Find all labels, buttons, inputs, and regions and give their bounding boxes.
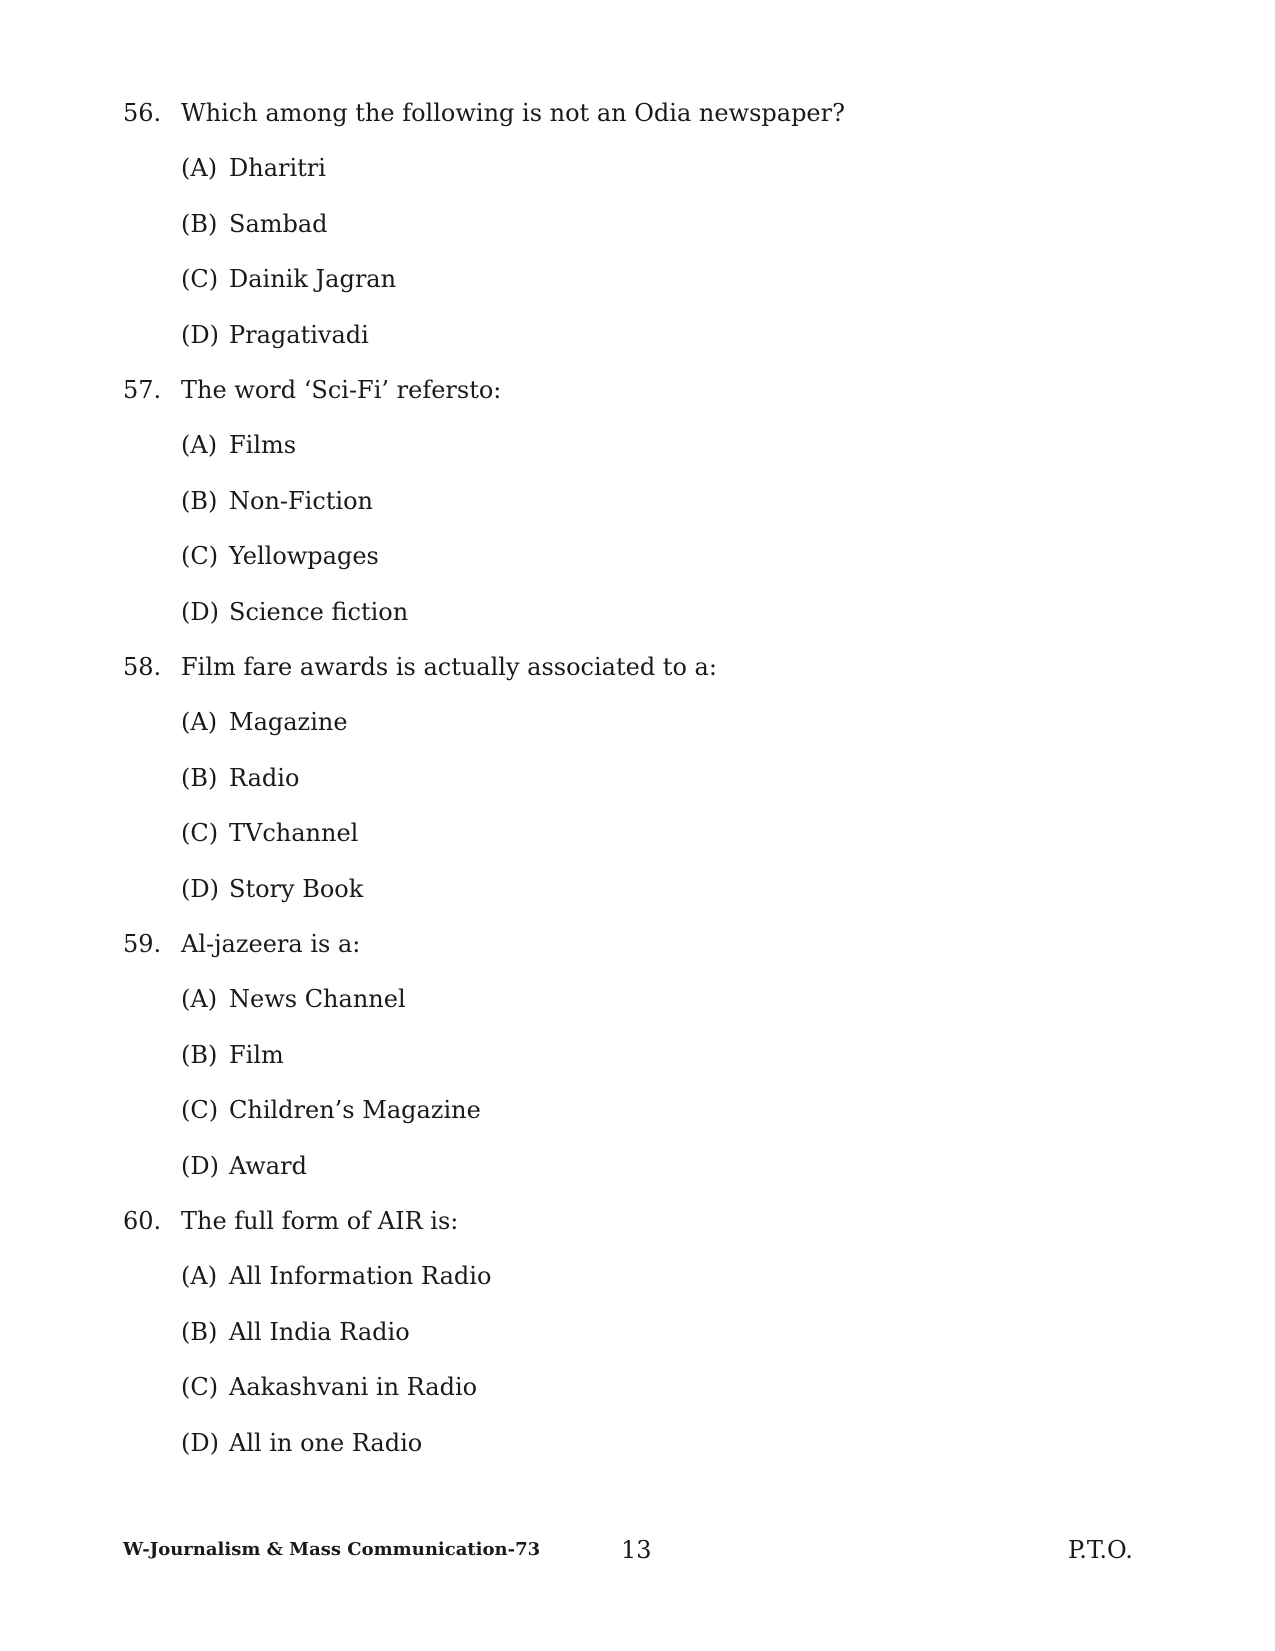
paper-code: W-Journalism & Mass Communication-73 [123, 1539, 541, 1560]
option-label: (A) [181, 431, 218, 459]
option-text: Dharitri [229, 154, 326, 182]
option-label: (A) [181, 708, 218, 736]
option-label: (C) [181, 265, 219, 293]
option-c [0, 1360, 1275, 1416]
option-label: (B) [181, 209, 218, 238]
option-b [0, 1305, 1275, 1361]
option-text: TVchannel [229, 819, 359, 847]
option-b [0, 474, 1275, 530]
question-text: The word ‘Sci-Fi’ refersto: [181, 376, 502, 404]
option-label: (C) [181, 1096, 219, 1124]
option-text: Films [229, 431, 297, 459]
question-57 [0, 363, 1275, 640]
option-text: Magazine [229, 708, 348, 736]
option-label: (C) [181, 819, 219, 847]
option-label: (B) [181, 763, 218, 792]
option-c [0, 806, 1275, 862]
question-text: Film fare awards is actually associated to a: [181, 653, 717, 681]
option-a [0, 972, 1275, 1028]
option-text: News Channel [229, 985, 406, 1013]
option-text: Aakashvani in Radio [229, 1373, 478, 1401]
option-c [0, 529, 1275, 585]
option-b [0, 751, 1275, 807]
option-text: Story Book [229, 874, 364, 903]
option-b [0, 1028, 1275, 1084]
option-label: (D) [181, 1428, 219, 1457]
option-label: (D) [181, 1151, 219, 1180]
option-a [0, 418, 1275, 474]
option-text: Science fiction [229, 597, 409, 626]
option-d [0, 308, 1275, 364]
option-a [0, 141, 1275, 197]
option-text: Pragativadi [229, 320, 369, 349]
option-label: (D) [181, 874, 219, 903]
option-label: (D) [181, 320, 219, 349]
option-text: Non-Fiction [229, 486, 374, 515]
option-a [0, 1249, 1275, 1305]
option-text: Radio [229, 763, 300, 792]
option-text: Children’s Magazine [229, 1096, 481, 1124]
option-d [0, 1416, 1275, 1472]
option-text: Sambad [229, 209, 328, 238]
option-c [0, 1083, 1275, 1139]
pto-mark: P.T.O. [1068, 1536, 1133, 1564]
option-text: Award [229, 1151, 307, 1180]
option-d [0, 862, 1275, 918]
option-text: Dainik Jagran [229, 265, 397, 293]
question-number: 58. [123, 653, 162, 681]
question-text: Al-jazeera is a: [181, 930, 361, 958]
option-b [0, 197, 1275, 253]
option-label: (B) [181, 486, 218, 515]
option-text: Film [229, 1040, 284, 1069]
option-label: (D) [181, 597, 219, 626]
option-text: Yellowpages [229, 542, 379, 570]
option-text: All Information Radio [229, 1262, 492, 1290]
question-60 [0, 1194, 1275, 1471]
question-text: Which among the following is not an Odia newspaper? [181, 99, 845, 127]
question-text: The full form of AIR is: [181, 1207, 459, 1235]
page-footer [0, 1530, 1275, 1570]
option-label: (C) [181, 1373, 219, 1401]
option-a [0, 695, 1275, 751]
question-59 [0, 917, 1275, 1194]
option-c [0, 252, 1275, 308]
option-label: (A) [181, 1262, 218, 1290]
question-56 [0, 86, 1275, 363]
question-58 [0, 640, 1275, 917]
option-d [0, 1139, 1275, 1195]
option-label: (C) [181, 542, 219, 570]
option-d [0, 585, 1275, 641]
question-number: 59. [123, 930, 162, 958]
option-label: (B) [181, 1317, 218, 1346]
option-text: All India Radio [229, 1317, 410, 1346]
question-number: 56. [123, 99, 162, 127]
option-text: All in one Radio [229, 1428, 423, 1457]
question-number: 57. [123, 376, 162, 404]
option-label: (A) [181, 985, 218, 1013]
page-number: 13 [621, 1536, 652, 1564]
question-number: 60. [123, 1207, 162, 1235]
option-label: (A) [181, 154, 218, 182]
option-label: (B) [181, 1040, 218, 1069]
